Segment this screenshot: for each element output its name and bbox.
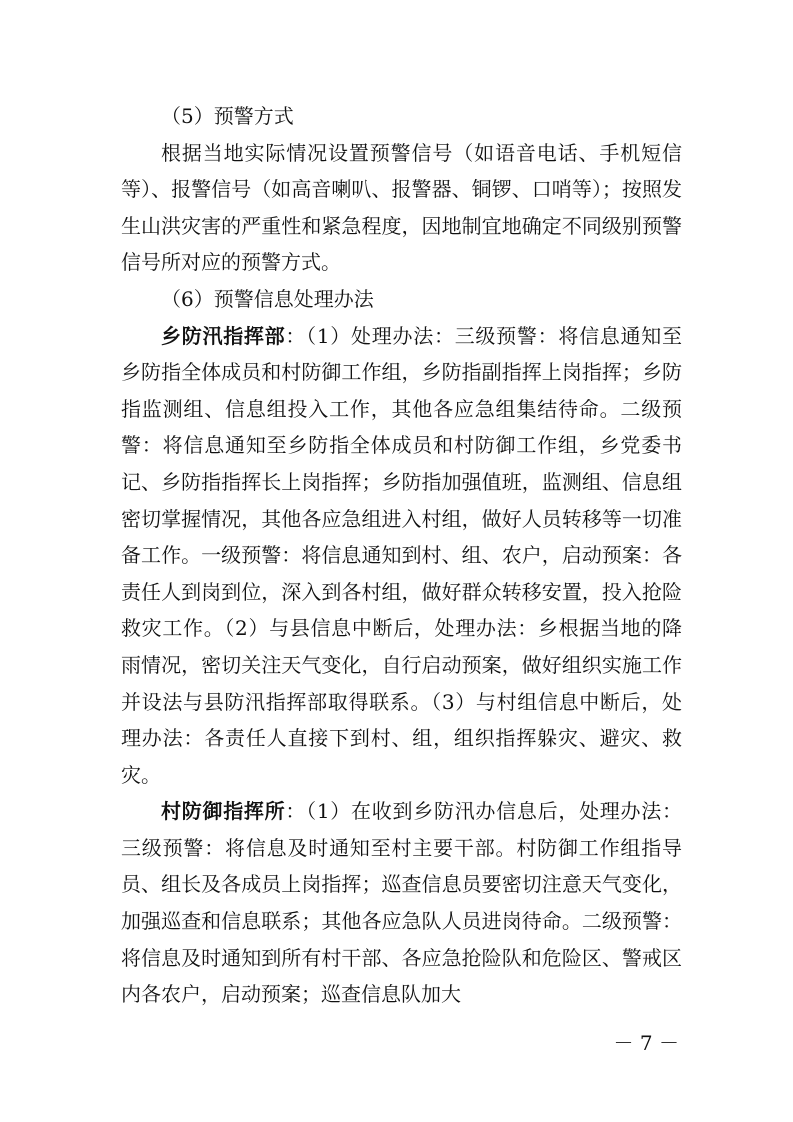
paragraph-processing-heading — [121, 281, 682, 318]
paragraph-lead: 村防御指挥所 — [161, 799, 286, 824]
paragraph-text: （6）预警信息处理办法 — [161, 286, 374, 311]
paragraph-lead: 乡防汛指挥部 — [161, 323, 286, 348]
paragraph-warning-method — [121, 135, 682, 281]
paragraph-text: ：（1）处理办法：三级预警：将信息通知至乡防指全体成员和村防御工作组，乡防指副指挥上岗指挥；乡防指监测组、信息组投入工作，其他各应急组集结待命。二级预警：将信息通知至乡防指全体成员和村防御工作组，乡党委书记、乡防指指挥长上岗指挥；乡防指加强值班，监测组、信息组密切掌握情况，其他各应急组进入村组，做好人员转移等一切准备工作。一级预警：将信息通知到村、组、农户，启动预案：各责任人到岗到位，深入到各村组，做好群众转移安置，投入抢险救灾工作。（2）与县信息中断后，处理办法：乡根据当地的降雨情况，密切关注天气变化，自行启动预案，做好组织实施工作并设法与县防汛指挥部取得联系。（3）与村组信息中断后，处理办法：各责任人直接下到村、组，组织指挥躲灾、避灾、救灾。 — [121, 323, 682, 787]
paragraph-text: ：（1）在收到乡防汛办信息后，处理办法：三级预警：将信息及时通知至村主要干部。村防御工作组指导员、组长及各成员上岗指挥；巡查信息员要密切注意天气变化，加强巡查和信息联系；其他各应急队人员进岗待命。二级预警：将信息及时通知到所有村干部、各应急抢险队和危险区、警戒区内各农户，启动预案；巡查信息队加大 — [121, 799, 682, 1007]
paragraph-township-command — [121, 318, 682, 794]
paragraph-text: （5）预警方式 — [161, 104, 294, 128]
page-number: － 7 － — [613, 1031, 679, 1055]
paragraph-village-command — [121, 793, 682, 1013]
paragraph-warning-method-heading — [121, 98, 682, 135]
paragraph-text: 根据当地实际情况设置预警信号（如语音电话、手机短信等）、报警信号（如高音喇叭、报警器、铜锣、口哨等）；按照发生山洪灾害的严重性和紧急程度，因地制宜地确定不同级别预警信号所对应的预警方式。 — [121, 140, 682, 275]
document-body — [121, 98, 682, 1013]
